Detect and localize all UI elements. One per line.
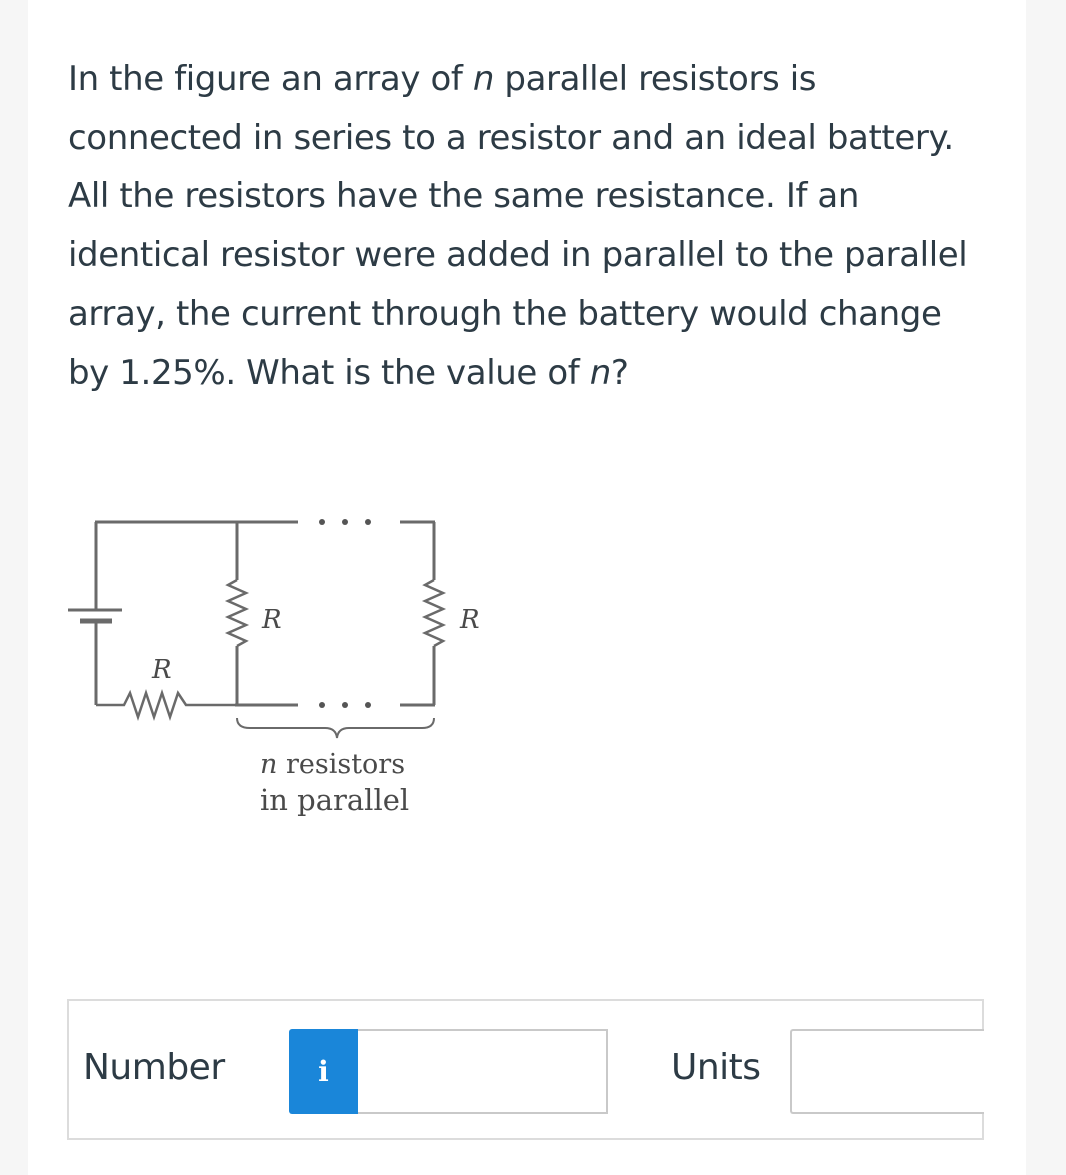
series-resistor-label: R <box>152 655 172 685</box>
variable-n: n <box>472 59 494 99</box>
series-resistor <box>96 693 235 717</box>
caption-line-2: in parallel <box>260 783 410 817</box>
variable-n: n <box>589 352 611 393</box>
number-label: Number <box>83 1047 225 1088</box>
info-icon[interactable]: i <box>289 1029 358 1114</box>
caption-line-1: n resistors <box>260 749 406 780</box>
units-label: Units <box>671 1047 761 1088</box>
answer-box <box>67 999 984 1140</box>
circuit-diagram <box>60 505 500 835</box>
units-select[interactable] <box>790 1029 984 1114</box>
parallel-resistor-n-label: R <box>460 605 480 635</box>
parallel-resistor-1-label: R <box>262 605 282 635</box>
parallel-resistor-1 <box>228 580 246 646</box>
parallel-brace <box>237 718 434 738</box>
number-input[interactable] <box>358 1029 608 1114</box>
parallel-resistor-n <box>425 580 443 646</box>
question-text: In the figure an array of n parallel resistors is connected in series to a resistor and an ideal battery. All the resistors have the same resistance. If an identical resistor were added in parallel to the parallel array, the current through the battery would change by 1.25%. What is the value of n? <box>68 59 968 393</box>
